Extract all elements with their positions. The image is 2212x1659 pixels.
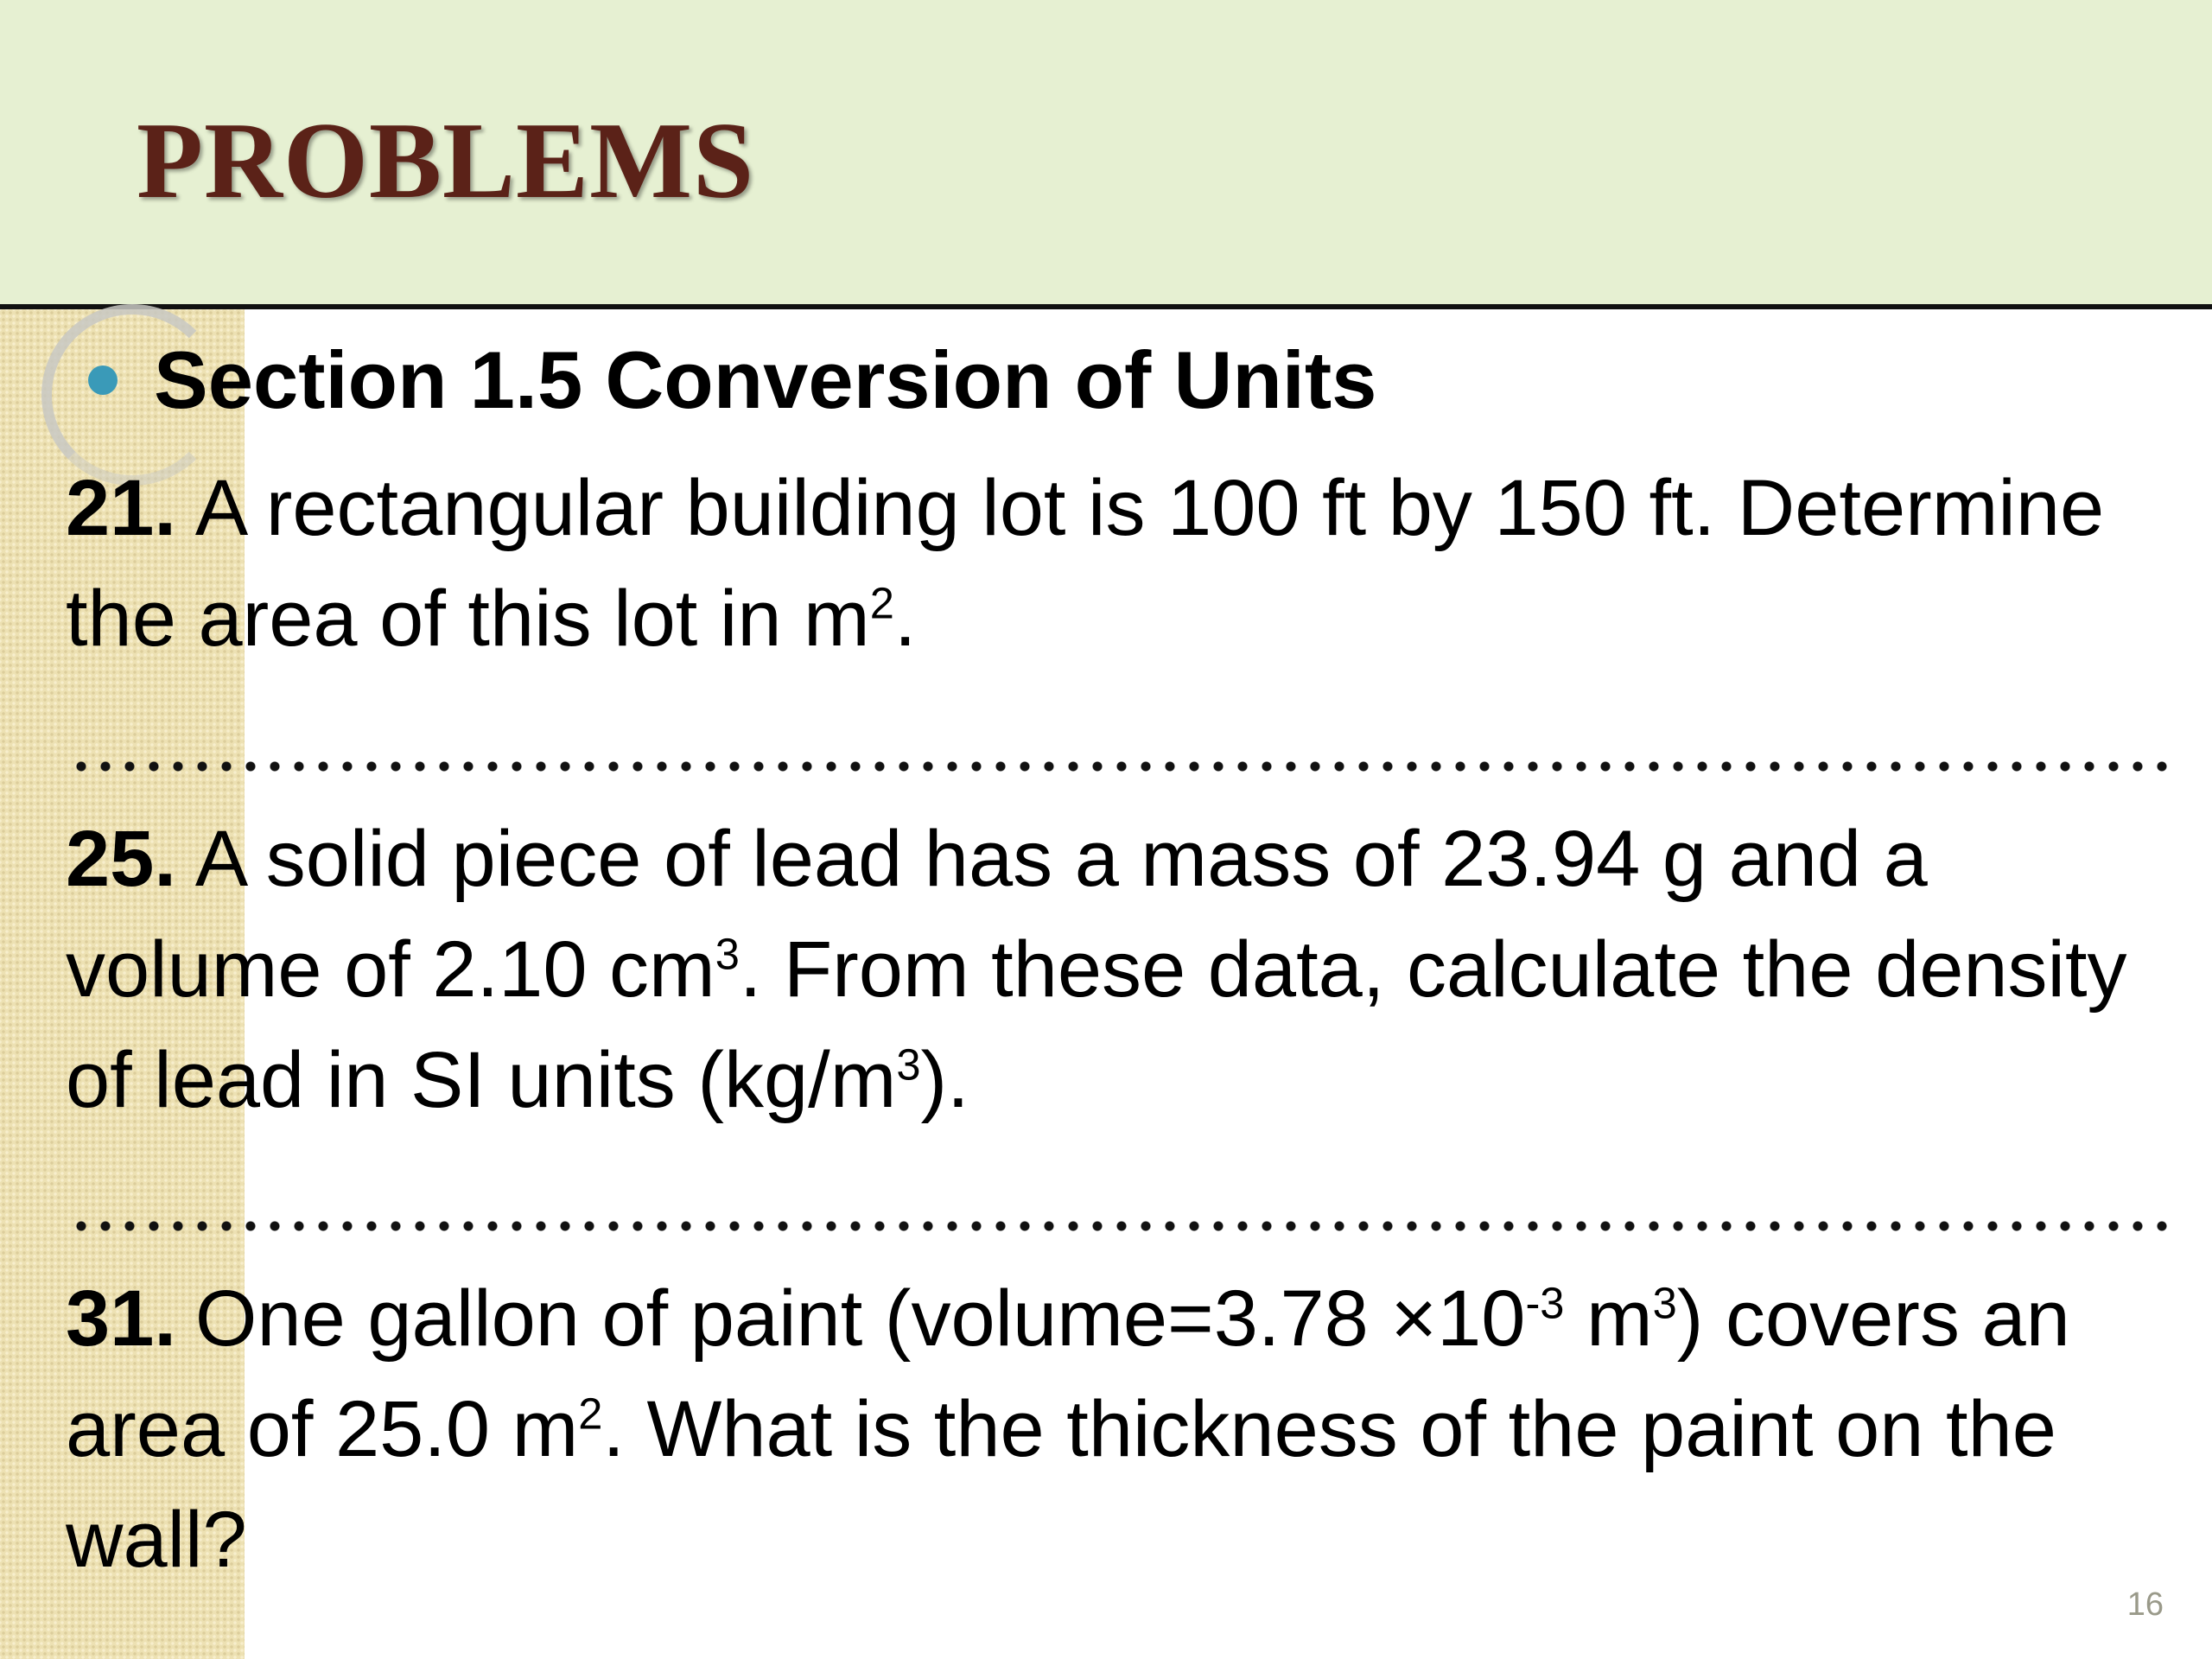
problem-text-end: ). (920, 1036, 969, 1124)
problem-text-mid: m (1564, 1274, 1653, 1363)
problem-text-end: . (893, 575, 917, 663)
superscript: 2 (869, 578, 894, 628)
problem-21 (66, 453, 2174, 674)
superscript: 3 (715, 929, 740, 979)
problem-text: A solid piece of lead has a mass of 23.94 g and a volume of 2.10 cm (66, 815, 1928, 1014)
problem-31 (66, 1263, 2174, 1595)
problem-text: One gallon of paint (volume=3.78 ×10 (194, 1274, 1526, 1363)
problem-number: 25. (66, 815, 176, 903)
problem-text-end: . What is the thickness of the paint on the wall? (66, 1385, 2056, 1584)
superscript: 3 (1652, 1278, 1677, 1328)
page-number: 16 (2126, 1586, 2164, 1623)
superscript: -3 (1525, 1278, 1565, 1328)
superscript: 2 (578, 1389, 603, 1439)
superscript: 3 (896, 1039, 921, 1090)
slide-title: PROBLEMS (137, 101, 755, 221)
problem-text-mid: . From these data, calculate the density of lead in SI units (kg/m (66, 925, 2127, 1124)
title-band (0, 0, 2212, 309)
bullet-icon (88, 365, 118, 395)
section-heading: Section 1.5 Conversion of Units (154, 334, 1377, 425)
problem-number: 31. (66, 1274, 176, 1363)
problem-text: A rectangular building lot is 100 ft by 150 ft. Determine the area of this lot in m (66, 464, 2105, 663)
dotted-divider (69, 1218, 2177, 1234)
problem-number: 21. (66, 464, 176, 552)
problem-25 (66, 804, 2174, 1135)
problem-text-mid2: ) covers an area of 25.0 m (66, 1274, 2070, 1473)
dotted-divider (69, 759, 2177, 774)
